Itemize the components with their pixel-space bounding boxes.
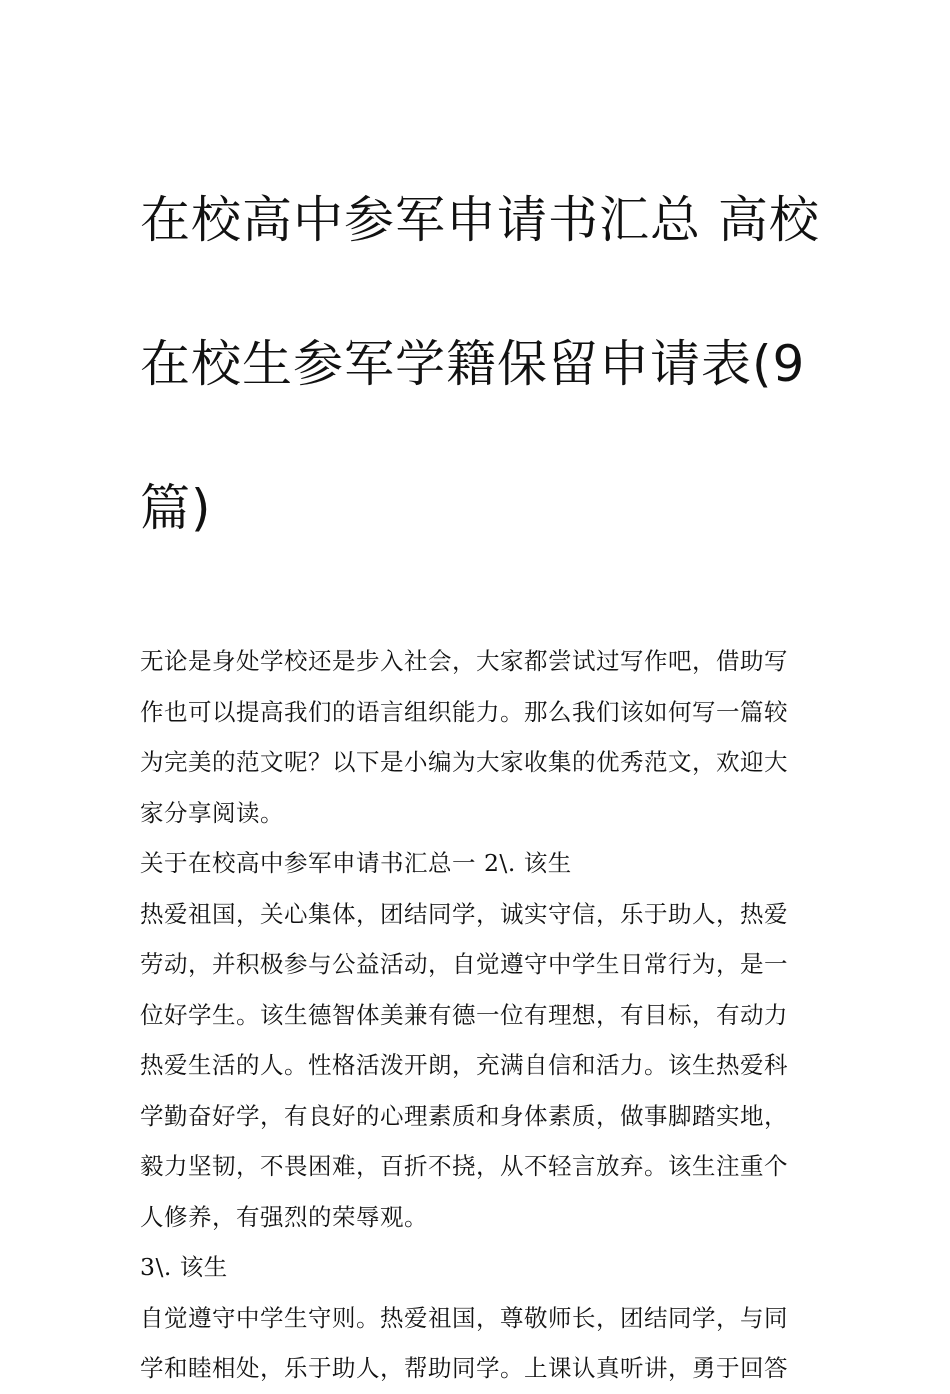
- title-line: 在校生参军学籍保留申请表(9: [140, 335, 806, 393]
- intro-paragraph: [140, 636, 815, 838]
- title-line: 篇): [140, 479, 212, 537]
- text-line: 人修养，有强烈的荣辱观。: [140, 1202, 428, 1231]
- body-paragraph: [140, 1293, 815, 1394]
- section-heading: [140, 1242, 815, 1293]
- text-line: 作也可以提高我们的语言组织能力。那么我们该如何写一篇较: [140, 697, 788, 726]
- document-title: [140, 112, 820, 616]
- text-line: 热爱祖国，关心集体，团结同学，诚实守信，乐于助人，热爱: [140, 899, 788, 928]
- text-line: 毅力坚韧，不畏困难，百折不挠，从不轻言放弃。该生注重个: [140, 1152, 788, 1180]
- body-paragraph: [140, 889, 815, 1243]
- text-line: 自觉遵守中学生守则。热爱祖国，尊敬师长，团结同学，与同: [140, 1303, 788, 1332]
- text-line: 劳动，并积极参与公益活动，自觉遵守中学生日常行为，是一: [140, 950, 788, 978]
- text-line: 家分享阅读。: [140, 798, 284, 827]
- text-line: 位好学生。该生德智体美兼有德一位有理想，有目标，有动力: [140, 1000, 788, 1029]
- section-heading: [140, 838, 815, 889]
- text-line: 学勤奋好学，有良好的心理素质和身体素质，做事脚踏实地，: [140, 1101, 788, 1130]
- document-body: [140, 636, 815, 1394]
- text-line: 关于在校高中参军申请书汇总一 2\. 该生: [140, 849, 572, 877]
- title-line: 在校高中参军申请书汇总 高校: [140, 191, 820, 249]
- text-line: 热爱生活的人。性格活泼开朗，充满自信和活力。该生热爱科: [140, 1051, 788, 1079]
- text-line: 为完美的范文呢？以下是小编为大家收集的优秀范文，欢迎大: [140, 748, 788, 776]
- text-line: 学和睦相处，乐于助人，帮助同学。上课认真听讲，勇于回答: [140, 1354, 788, 1382]
- text-line: 3\. 该生: [140, 1253, 228, 1281]
- document-page: [140, 112, 820, 1394]
- text-line: 无论是身处学校还是步入社会，大家都尝试过写作吧，借助写: [140, 647, 788, 675]
